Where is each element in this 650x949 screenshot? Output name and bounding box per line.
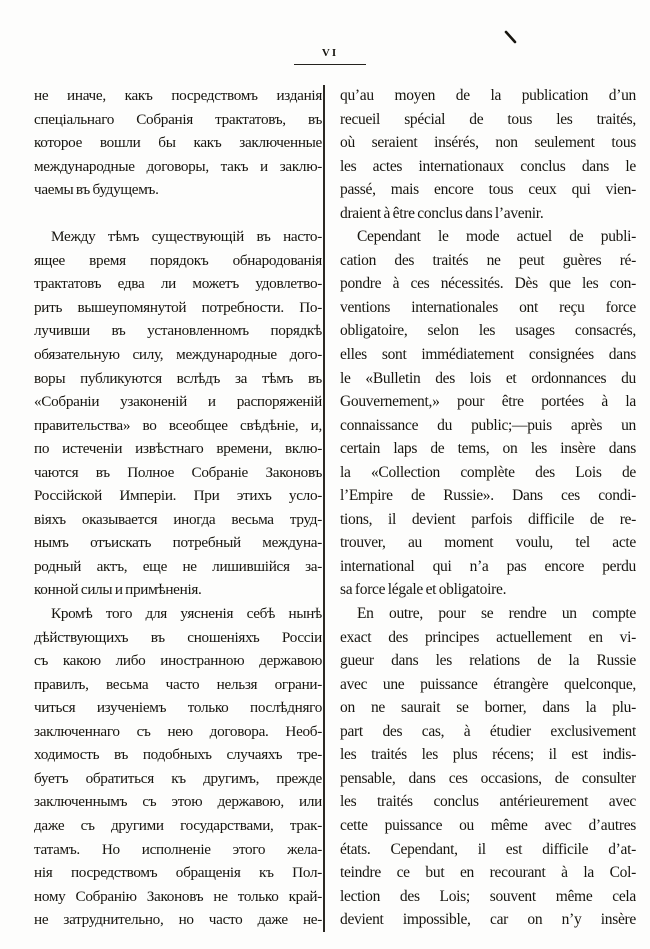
text-line: passé, mais encore tous ceux qui vien- bbox=[340, 181, 636, 199]
page-header bbox=[290, 44, 370, 65]
text-line: ventions internationales ont reçu force bbox=[340, 298, 636, 316]
text-line: международные договоры, такъ и заклю- bbox=[34, 157, 322, 175]
text-line: devient impossible, car on n’y insère bbox=[340, 911, 636, 929]
right-column-french bbox=[340, 84, 636, 932]
text-line: Россійской Имперіи. При этихъ усло- bbox=[34, 487, 322, 505]
text-line: рить вышеупомянутой потребности. По- bbox=[34, 298, 322, 316]
text-line: спеціальнаго Собранія трактатовъ, въ bbox=[34, 110, 322, 128]
text-line: родный актъ, еще не лишившійся за- bbox=[34, 557, 322, 575]
text-line: чаются въ Полное Собраніе Законовъ bbox=[34, 463, 322, 481]
text-line: gueur dans les relations de la Russie bbox=[340, 652, 636, 670]
text-line: воры публикуются вслѣдъ за тѣмъ въ bbox=[34, 369, 322, 387]
text-line: не затруднительно, но часто даже не- bbox=[34, 911, 322, 929]
text-line: En outre, pour se rendre un compte bbox=[357, 605, 636, 623]
text-line: tions, il devient parfois difficile de re- bbox=[340, 510, 636, 528]
column-divider bbox=[323, 85, 325, 932]
page-number: vi bbox=[321, 44, 339, 60]
text-line: international qui n’a pas encore perdu bbox=[340, 557, 636, 575]
text-line: recueil spécial de tous les traités, bbox=[340, 110, 636, 128]
text-line: заключеннаго съ нею договора. Необ- bbox=[34, 722, 322, 740]
text-line: дѣйствующихъ въ сношеніяхъ Россіи bbox=[34, 628, 322, 646]
text-line: не иначе, какъ посредствомъ изданія bbox=[34, 87, 322, 104]
text-line: съ какою либо иностранною державою bbox=[34, 652, 322, 670]
text-line: «Собраніи узаконеній и распоряженій bbox=[34, 393, 322, 411]
text-line: pondre à ces nécessités. Dès que les con- bbox=[340, 275, 636, 293]
paragraph bbox=[34, 84, 322, 202]
text-line: elles sont immédiatement consignées dans bbox=[340, 346, 636, 364]
text-line: avec une puissance étrangère quelconque, bbox=[340, 675, 636, 693]
text-line: лучивши въ установленномъ порядкѣ bbox=[34, 322, 322, 340]
text-line: Кромѣ того для уясненія себѣ нынѣ bbox=[51, 605, 322, 623]
text-line: татамъ. Но исполненіе этого жела- bbox=[34, 840, 322, 858]
text-line: cette puissance ou même avec d’autres bbox=[340, 816, 636, 834]
text-line: чаемы въ будущемъ. bbox=[34, 181, 159, 199]
text-line: конной силы и примѣненія. bbox=[34, 581, 202, 599]
text-line: états. Cependant, il est difficile d’at- bbox=[340, 840, 636, 858]
text-line: la «Collection complète des Lois de bbox=[340, 463, 636, 481]
text-line: нія посредствомъ обращенія къ Пол- bbox=[34, 864, 322, 882]
ink-mark bbox=[502, 27, 522, 49]
text-line: буетъ обратиться къ другимъ, прежде bbox=[34, 769, 322, 787]
text-line: которое вошли бы какъ заключенные bbox=[34, 134, 322, 152]
header-rule bbox=[294, 64, 366, 65]
text-line: les traités les plus récens; il est indis- bbox=[340, 746, 636, 764]
text-line: teindre ce but en recourant à la Col- bbox=[340, 864, 636, 882]
text-line: où seraient insérés, non seulement tous bbox=[340, 134, 636, 152]
text-line: l’Empire de Russie». Dans ces condi- bbox=[340, 487, 636, 505]
paragraph bbox=[340, 84, 636, 225]
text-line: les traités conclus antérieurement avec bbox=[340, 793, 636, 811]
paragraph bbox=[340, 602, 636, 932]
paragraph bbox=[34, 225, 322, 602]
text-line: ному Собранію Законовъ не только край- bbox=[34, 887, 322, 905]
text-line: Gouvernement,» pour être portées à la bbox=[340, 393, 636, 411]
text-line: part des cas, à étudier exclusivement bbox=[340, 722, 636, 740]
text-line: віяхъ оказывается иногда весьма труд- bbox=[34, 510, 322, 528]
text-line: даже съ другими государствами, трак- bbox=[34, 816, 322, 834]
text-line: lection des Lois; souvent même cela bbox=[340, 887, 636, 905]
text-line: Cependant le mode actuel de publi- bbox=[357, 228, 636, 246]
text-line: по истеченіи извѣстнаго времени, вклю- bbox=[34, 440, 322, 458]
text-line: exact des principes actuellement en vi- bbox=[340, 628, 636, 646]
text-line: connaissance du public;—puis après un bbox=[340, 416, 636, 434]
text-line: ходимость въ подобныхъ случаяхъ тре- bbox=[34, 746, 322, 764]
text-line: sa force légale et obligatoire. bbox=[340, 581, 507, 599]
text-line: трактатовъ едва ли можетъ удовлетво- bbox=[34, 275, 322, 293]
text-line: draient à être conclus dans l’avenir. bbox=[340, 204, 544, 222]
text-line: читься изученіемъ только послѣдняго bbox=[34, 699, 322, 717]
text-line: qu’au moyen de la publication d’un bbox=[340, 87, 636, 104]
paragraph bbox=[34, 602, 322, 932]
text-line: pensable, dans ces occasions, de consulter bbox=[340, 769, 636, 787]
text-line: ящее время порядокъ обнародованія bbox=[34, 251, 322, 269]
text-line: заключеннымъ съ этою державою, или bbox=[34, 793, 322, 811]
text-line: Между тѣмъ существующій въ насто- bbox=[51, 228, 322, 246]
text-line: правилъ, весьма часто нельзя ограни- bbox=[34, 675, 322, 693]
paragraph bbox=[340, 225, 636, 602]
left-column-russian bbox=[34, 84, 322, 932]
text-line: les actes internationaux conclus dans le bbox=[340, 157, 636, 175]
text-line: правительства» во всеобщее свѣдѣніе, и, bbox=[34, 416, 322, 434]
text-line: le «Bulletin des lois et ordonnances du bbox=[340, 369, 636, 387]
text-line: нымъ отъискать потребный междуна- bbox=[34, 534, 322, 552]
text-line: obligatoire, selon les usages consacrés, bbox=[340, 322, 636, 340]
text-line: certain laps de tems, on les insère dans bbox=[340, 440, 636, 458]
text-line: обязательную силу, международные дого- bbox=[34, 346, 322, 364]
text-line: cation des traités ne peut guères ré- bbox=[340, 251, 636, 269]
text-line: on ne saurait se borner, dans la plu- bbox=[340, 699, 636, 717]
text-line: trouver, au moment voulu, tel acte bbox=[340, 534, 636, 552]
